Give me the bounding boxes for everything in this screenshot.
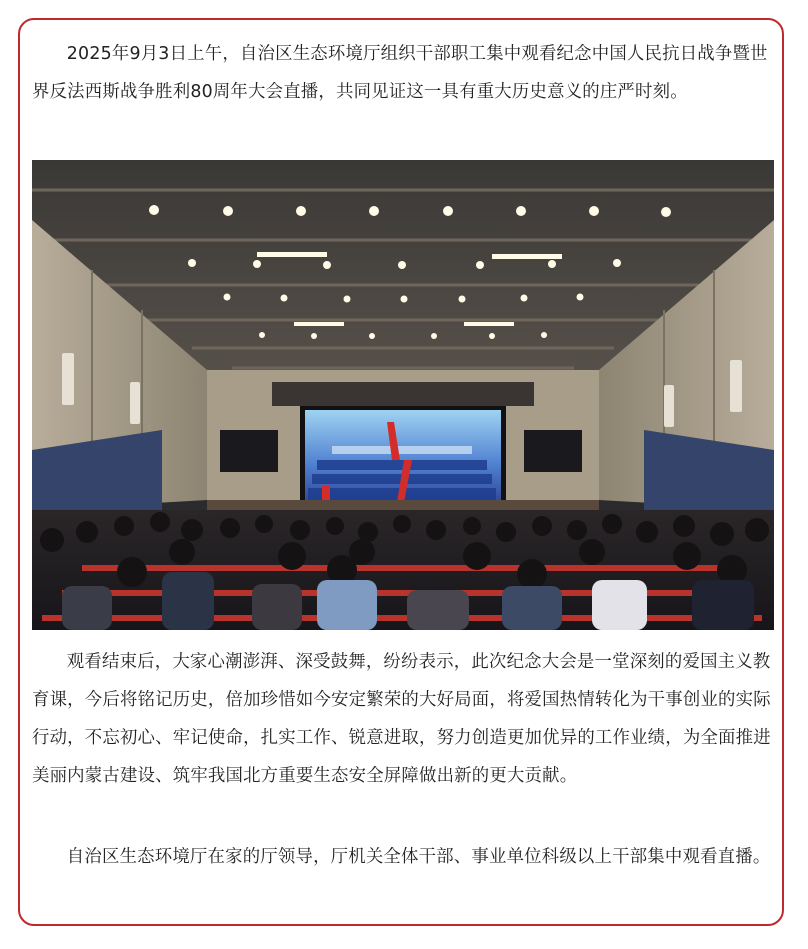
reaction-paragraph: 观看结束后，大家心潮澎湃、深受鼓舞，纷纷表示，此次纪念大会是一堂深刻的爱国主义教育课，今后将铭记历史，倍加珍惜如今安定繁荣的大好局面，将爱国热情转化为干事创业的实际行动，不忘初心、牢记使命，扎实工作、锐意进取，努力创造更加优异的工作业绩，为全面推进美丽内蒙古建设、筑牢我国北方重要生态安全屏障做出新的更大贡献。 (32, 652, 771, 786)
meeting-hall-photo (32, 160, 774, 630)
attendees-paragraph: 自治区生态环境厅在家的厅领导，厅机关全体干部、事业单位科级以上干部集中观看直播。 (66, 847, 771, 867)
intro-paragraph: 2025年9月3日上午，自治区生态环境厅组织干部职工集中观看纪念中国人民抗日战争暨世界反法西斯战争胜利80周年大会直播，共同见证这一具有重大历史意义的庄严时刻。 (32, 44, 768, 102)
